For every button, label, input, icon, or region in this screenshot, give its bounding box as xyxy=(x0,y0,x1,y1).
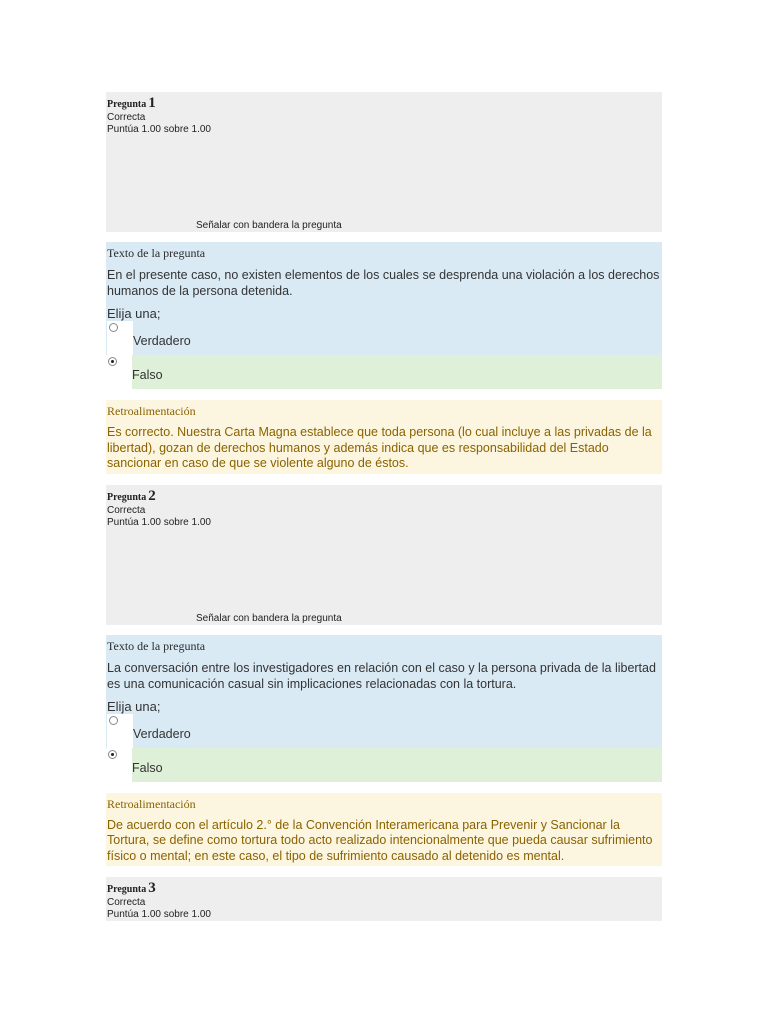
question-text-heading: Texto de la pregunta xyxy=(107,638,206,653)
flag-question-link[interactable] xyxy=(196,220,342,231)
answer-prompt: Elija una; xyxy=(107,306,161,321)
question-grade: Puntúa 1.00 sobre 1.00 xyxy=(107,909,211,920)
question-number xyxy=(107,879,661,897)
question-state: Correcta xyxy=(107,897,146,908)
question-label: Pregunta xyxy=(107,99,147,110)
question-number-value: 3 xyxy=(148,880,156,896)
question-info xyxy=(106,92,662,232)
radio-checked-icon[interactable] xyxy=(108,750,117,759)
flag-question-link[interactable] xyxy=(196,613,342,624)
radio-unchecked-icon[interactable] xyxy=(109,716,118,725)
radio-checked-icon[interactable] xyxy=(108,357,117,366)
question-number-value: 1 xyxy=(148,95,156,111)
question-grade: Puntúa 1.00 sobre 1.00 xyxy=(107,516,211,528)
answer-option-false[interactable] xyxy=(106,748,662,782)
answer-prompt: Elija una; xyxy=(107,698,161,714)
question-text-heading: Texto de la pregunta xyxy=(107,246,206,260)
feedback-text: Es correcto. Nuestra Carta Magna establece que toda persona (lo cual incluye a las privadas de la libertad), gozan de derechos humanos y además indica que es responsabilidad del Estado sancionar en caso de que se violente alguno de éstos. xyxy=(107,425,652,470)
question-state: Correcta xyxy=(107,112,146,123)
question-number xyxy=(107,94,661,112)
question-info xyxy=(106,485,662,625)
answer-option-label[interactable]: Verdadero xyxy=(133,334,191,348)
question-text: En el presente caso, no existen elementos de los cuales se desprenda una violación a los derechos humanos de la persona detenida. xyxy=(107,268,660,298)
question-label: Pregunta xyxy=(107,491,147,503)
flag-question-label[interactable]: Señalar con bandera la pregunta xyxy=(196,220,342,231)
question-number xyxy=(107,487,661,505)
feedback-text: De acuerdo con el artículo 2.° de la Convención Interamericana para Prevenir y Sancionar la Tortura, se define como tortura todo acto realizado intencionalmente que pueda causar sufrimiento físico o mental; en este caso, el tipo de sufrimiento causado al detenido es mental. xyxy=(107,817,653,863)
question-number-value: 2 xyxy=(148,487,156,504)
radio-unchecked-icon[interactable] xyxy=(109,323,118,332)
feedback-panel xyxy=(106,793,662,867)
answer-option-true[interactable] xyxy=(107,321,661,355)
feedback-heading: Retroalimentación xyxy=(107,404,196,418)
question-label: Pregunta xyxy=(107,884,147,895)
answer-option-label[interactable]: Falso xyxy=(132,368,163,382)
quiz-review xyxy=(106,92,662,921)
answer-option-label[interactable]: Verdadero xyxy=(133,726,191,741)
question-formulation xyxy=(106,635,662,748)
flag-question-label[interactable]: Señalar con bandera la pregunta xyxy=(196,612,342,624)
question-state: Correcta xyxy=(107,504,146,516)
question-info xyxy=(106,877,662,921)
question-formulation xyxy=(106,242,662,355)
answer-option-label[interactable]: Falso xyxy=(132,760,163,775)
answer-option-false[interactable] xyxy=(106,355,662,389)
question-grade: Puntúa 1.00 sobre 1.00 xyxy=(107,124,211,135)
feedback-heading: Retroalimentación xyxy=(107,796,196,811)
answer-option-true[interactable] xyxy=(107,714,661,748)
question-text: La conversación entre los investigadores en relación con el caso y la persona privada de la libertad es una comunicación casual sin implicaciones relacionadas con la tortura. xyxy=(107,660,656,691)
feedback-panel xyxy=(106,400,662,474)
